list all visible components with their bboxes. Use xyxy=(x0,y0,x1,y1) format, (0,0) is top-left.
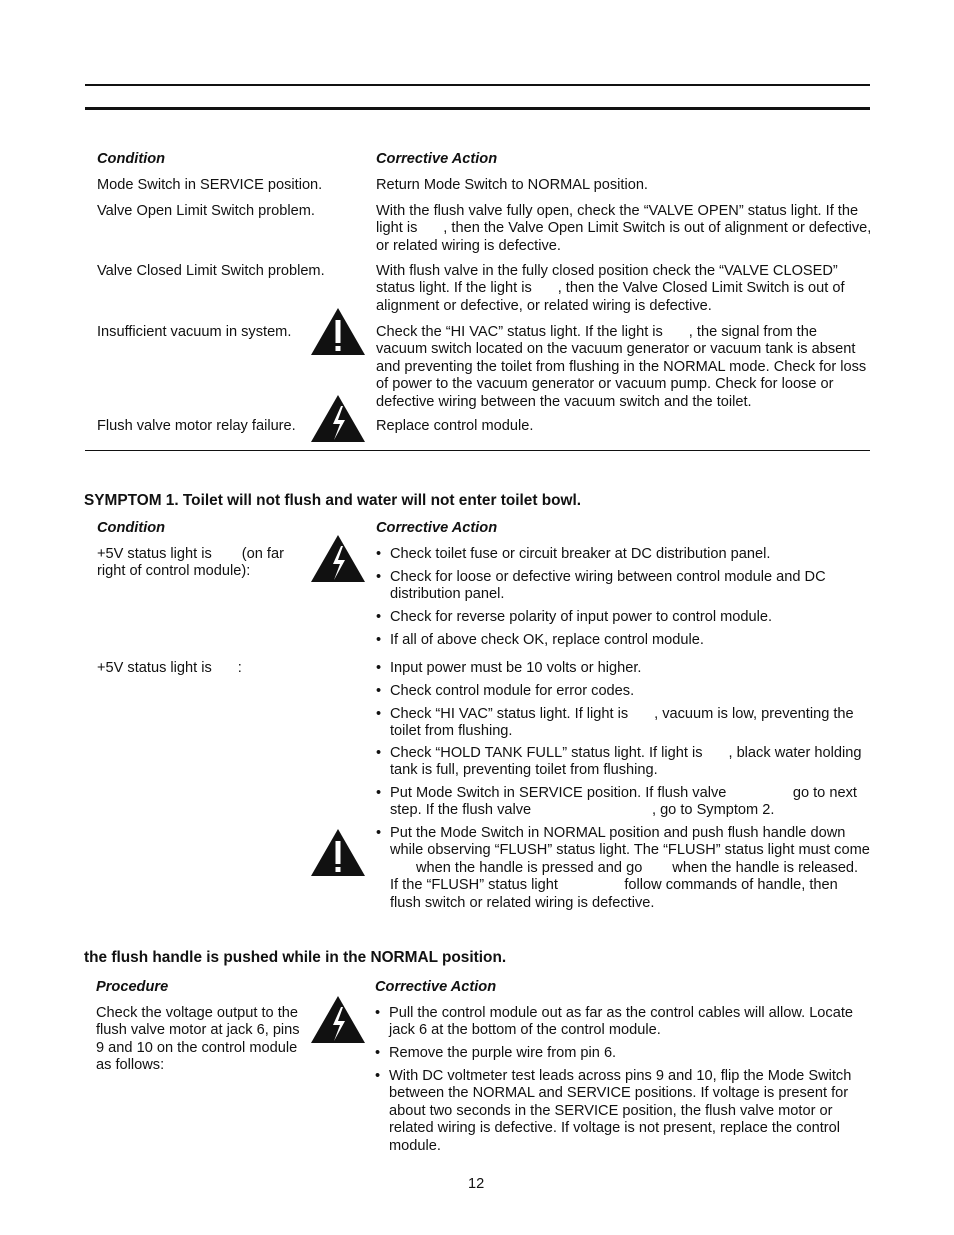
bullet-dot: • xyxy=(376,683,382,699)
action-text: Replace control module. xyxy=(376,418,534,434)
condition-text: +5V status light is : xyxy=(97,660,242,676)
bullet-dot: • xyxy=(376,825,382,841)
warning-icon xyxy=(310,307,366,357)
bullet-dot: • xyxy=(376,546,382,562)
bullet-dot: • xyxy=(375,1005,381,1021)
condition-text: Insufficient vacuum in system. xyxy=(97,324,292,340)
bullet-text: Check “HOLD TANK FULL” status light. If light is , black water holding tank is full, preventing toilet from flushing. xyxy=(390,745,862,779)
corrective-action-header: Corrective Action xyxy=(376,151,498,167)
action-text: Return Mode Switch to NORMAL position. xyxy=(376,177,648,193)
condition-text: Valve Open Limit Switch problem. xyxy=(97,203,315,219)
top-rule-1 xyxy=(85,84,870,86)
bullet-text: Remove the purple wire from pin 6. xyxy=(389,1045,617,1061)
bullet-dot: • xyxy=(376,632,382,648)
bullet-dot: • xyxy=(375,1045,381,1061)
bullet-text: Check control module for error codes. xyxy=(390,683,635,699)
condition-text: Flush valve motor relay failure. xyxy=(97,418,296,434)
action-text: Check the “HI VAC” status light. If the light is , the signal from the vacuum switch located on the vacuum generator or vacuum tank is absent and preventing the toilet from flushing in the NORMAL mode. Check for loss of power to the vacuum generator or vacuum pump. Check for loose or defective wiring between the vacuum switch and the toilet. xyxy=(376,324,867,410)
bullet-text: Input power must be 10 volts or higher. xyxy=(390,660,642,676)
bullet-text: Put the Mode Switch in NORMAL position and push flush handle down while observing “FLUSH” status light. The “FLUSH” status light must come when the handle is pressed and go when the handle is released. If the “FLUSH” status light follow commands of handle, then flush switch or related wiring is defective. xyxy=(390,825,870,911)
action-text: With the flush valve fully open, check the “VALVE OPEN” status light. If the light is , then the Valve Open Limit Switch is out of alignment or defective, or related wiring is defective. xyxy=(376,203,872,254)
bullet-dot: • xyxy=(376,569,382,585)
bullet-text: With DC voltmeter test leads across pins 9 and 10, flip the Mode Switch between the NORMAL and SERVICE positions. If voltage is present for about two seconds in the SERVICE position, the flush valve motor or related wiring is defective. If voltage is not present, replace the control module. xyxy=(389,1068,852,1154)
action-text: With flush valve in the fully closed position check the “VALVE CLOSED” status light. If the light is , then the Valve Closed Limit Switch is out of alignment or defective, or related wiring is defective. xyxy=(376,263,845,314)
condition-header: Condition xyxy=(97,151,166,167)
bullet-dot: • xyxy=(376,745,382,761)
table-bottom-rule xyxy=(85,450,870,451)
condition-text: Mode Switch in SERVICE position. xyxy=(97,177,323,193)
procedure-text: Check the voltage output to the flush valve motor at jack 6, pins 9 and 10 on the control module as follows: xyxy=(96,1005,300,1074)
bullet-text: Check for reverse polarity of input power to control module. xyxy=(390,609,773,625)
warning-icon xyxy=(310,828,366,878)
bullet-dot: • xyxy=(376,785,382,801)
procedure-header: Procedure xyxy=(96,979,169,995)
bullet-text: Check toilet fuse or circuit breaker at DC distribution panel. xyxy=(390,546,771,562)
bullet-text: If all of above check OK, replace control module. xyxy=(390,632,704,648)
condition-header: Condition xyxy=(97,520,166,536)
corrective-action-header: Corrective Action xyxy=(376,520,498,536)
electrical-hazard-icon xyxy=(310,995,366,1045)
symptom-heading: SYMPTOM 1. Toilet will not flush and water will not enter toilet bowl. xyxy=(84,492,582,509)
page-number: 12 xyxy=(468,1176,485,1192)
bullet-text: Check for loose or defective wiring between control module and DC distribution panel. xyxy=(390,569,826,603)
bullet-dot: • xyxy=(376,609,382,625)
bullet-dot: • xyxy=(376,660,382,676)
bullet-text: Check “HI VAC” status light. If light is , vacuum is low, preventing the toilet from flushing. xyxy=(390,706,854,740)
electrical-hazard-icon xyxy=(310,534,366,584)
electrical-hazard-icon xyxy=(310,394,366,444)
section-heading: the flush handle is pushed while in the NORMAL position. xyxy=(84,949,507,966)
bullet-text: Pull the control module out as far as the control cables will allow. Locate jack 6 at the bottom of the control module. xyxy=(389,1005,854,1039)
corrective-action-header: Corrective Action xyxy=(375,979,497,995)
bullet-dot: • xyxy=(375,1068,381,1084)
condition-text: +5V status light is (on far right of control module): xyxy=(97,546,284,580)
bullet-dot: • xyxy=(376,706,382,722)
condition-text: Valve Closed Limit Switch problem. xyxy=(97,263,325,279)
bullet-text: Put Mode Switch in SERVICE position. If flush valve go to next step. If the flush valve , go to Symptom 2. xyxy=(390,785,857,819)
top-rule-2 xyxy=(85,107,870,110)
